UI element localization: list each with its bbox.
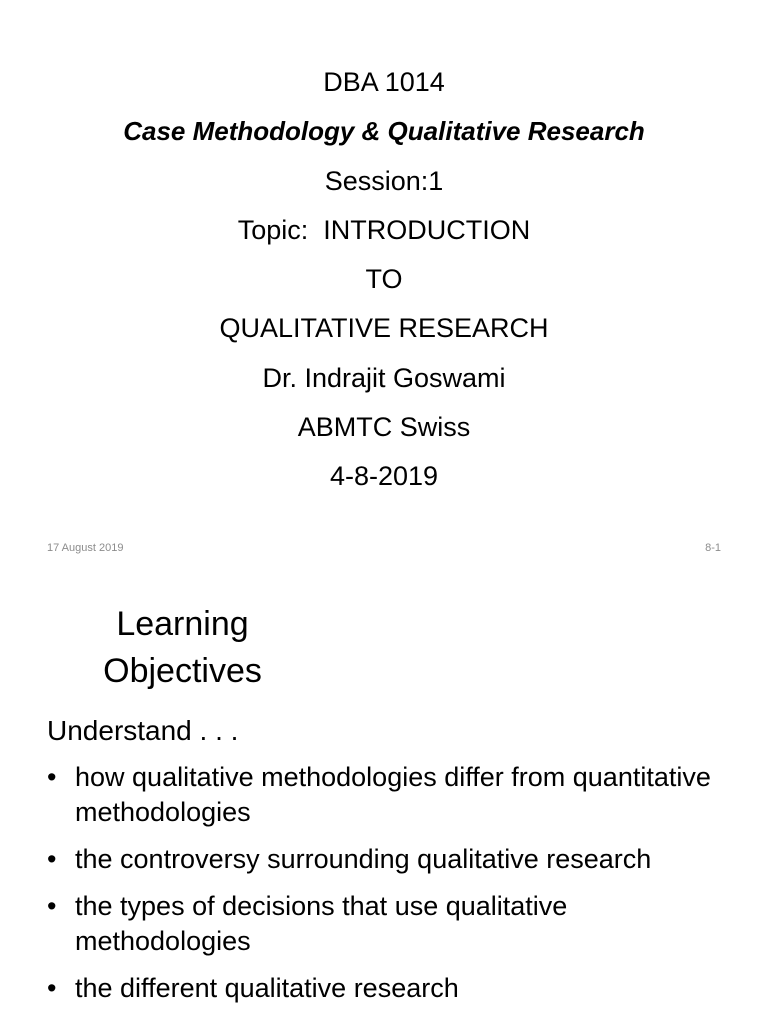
objectives-list xyxy=(47,760,747,1018)
bullet-icon: • xyxy=(47,762,57,792)
heading-line-2: Objectives xyxy=(103,652,262,690)
institution: ABMTC Swiss xyxy=(297,412,471,443)
presenter-name: Dr. Indrajit Goswami xyxy=(262,362,506,393)
bullet-icon: • xyxy=(47,891,57,921)
topic-label: Topic: INTRODUCTION xyxy=(237,214,531,245)
title-block xyxy=(0,58,768,502)
course-code: DBA 1014 xyxy=(323,67,445,97)
list-item xyxy=(47,842,747,877)
list-item xyxy=(47,760,747,830)
list-item-text: the types of decisions that use qualitative methodologies xyxy=(75,891,568,956)
list-item-text: how qualitative methodologies differ from quantitative methodologies xyxy=(75,762,711,827)
list-item-text: the controversy surrounding qualitative research xyxy=(75,844,652,874)
bullet-icon: • xyxy=(47,973,57,1003)
list-item xyxy=(47,889,747,959)
presentation-date: 4-8-2019 xyxy=(329,461,439,492)
slide-heading xyxy=(80,601,285,695)
slide-footer-date: 17 August 2019 xyxy=(47,542,124,554)
course-title: Case Methodology & Qualitative Research xyxy=(123,116,645,147)
slide-footer-number: 8-1 xyxy=(705,542,721,554)
topic-line-to: TO xyxy=(365,264,403,295)
session-label: Session:1 xyxy=(324,165,444,196)
bullet-icon: • xyxy=(47,844,57,874)
topic-line-main: QUALITATIVE RESEARCH xyxy=(219,313,549,344)
intro-text: Understand . . . xyxy=(47,715,239,746)
list-item-text: the different qualitative research xyxy=(75,973,459,1003)
heading-line-1: Learning xyxy=(116,605,249,643)
list-item xyxy=(47,971,747,1006)
